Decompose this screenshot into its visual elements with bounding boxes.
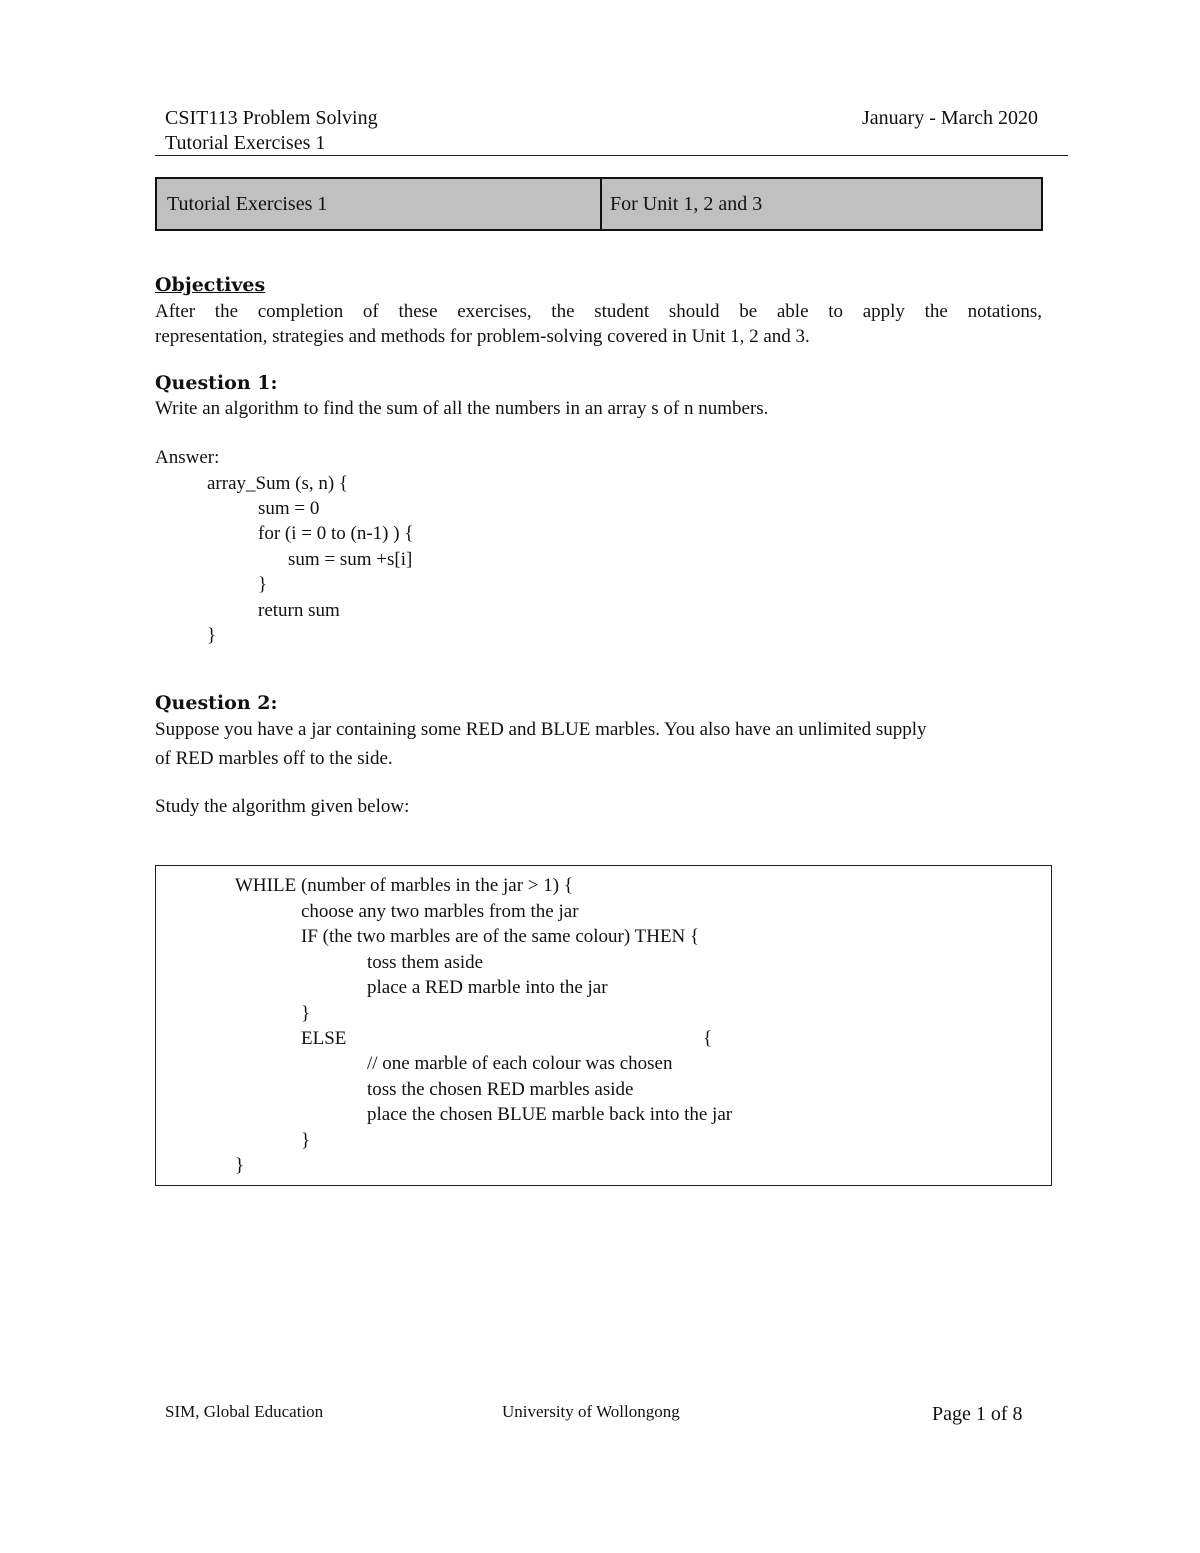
question2-heading: Question 2: (155, 692, 278, 714)
title-bar-left: Tutorial Exercises 1 (167, 193, 328, 215)
code-line: } (258, 574, 268, 595)
objectives-line1: After the completion of these exercises, the student should be able to apply the notations, (155, 301, 1042, 322)
algorithm-line: } (301, 1003, 311, 1024)
algorithm-line: place the chosen BLUE marble back into the jar (367, 1104, 733, 1125)
algorithm-line: WHILE (number of marbles in the jar > 1) { (235, 875, 573, 896)
objectives-heading: Objectives (155, 274, 266, 296)
course-title: CSIT113 Problem Solving (165, 107, 378, 129)
term-dates: January - March 2020 (862, 107, 1039, 129)
header-subtitle: Tutorial Exercises 1 (165, 132, 326, 154)
algorithm-line: toss the chosen RED marbles aside (367, 1079, 634, 1100)
title-bar (155, 177, 1043, 231)
title-bar-divider (600, 179, 602, 229)
title-bar-right: For Unit 1, 2 and 3 (610, 193, 763, 215)
code-line: return sum (258, 600, 340, 621)
question1-heading: Question 1: (155, 372, 278, 394)
question2-text-line2: of RED marbles off to the side. (155, 748, 393, 769)
algorithm-line: { (703, 1028, 713, 1049)
footer-university: University of Wollongong (502, 1402, 680, 1421)
code-line: } (207, 625, 217, 646)
code-line: sum = 0 (258, 498, 320, 519)
answer-label: Answer: (155, 447, 220, 468)
algorithm-line: choose any two marbles from the jar (301, 901, 579, 922)
question1-text: Write an algorithm to find the sum of all the numbers in an array s of n numbers. (155, 398, 769, 419)
algorithm-line: IF (the two marbles are of the same colour) THEN { (301, 926, 700, 947)
code-line: array_Sum (s, n) { (207, 473, 349, 494)
objectives-line2: representation, strategies and methods for problem-solving covered in Unit 1, 2 and 3. (155, 326, 810, 347)
algorithm-line: } (301, 1130, 311, 1151)
algorithm-line: place a RED marble into the jar (367, 977, 608, 998)
algorithm-line: } (235, 1155, 245, 1176)
code-line: for (i = 0 to (n-1) ) { (258, 523, 414, 544)
header-rule (155, 155, 1068, 156)
algorithm-box (155, 865, 1052, 1186)
algorithm-line: ELSE (301, 1028, 347, 1049)
algorithm-line: toss them aside (367, 952, 484, 973)
study-instruction: Study the algorithm given below: (155, 796, 410, 817)
footer-institution: SIM, Global Education (165, 1402, 324, 1421)
question2-text-line1: Suppose you have a jar containing some RED and BLUE marbles. You also have an unlimited supply (155, 719, 927, 740)
code-line: sum = sum +s[i] (288, 549, 413, 570)
page-number: Page 1 of 8 (932, 1403, 1023, 1425)
algorithm-line: // one marble of each colour was chosen (367, 1053, 673, 1074)
